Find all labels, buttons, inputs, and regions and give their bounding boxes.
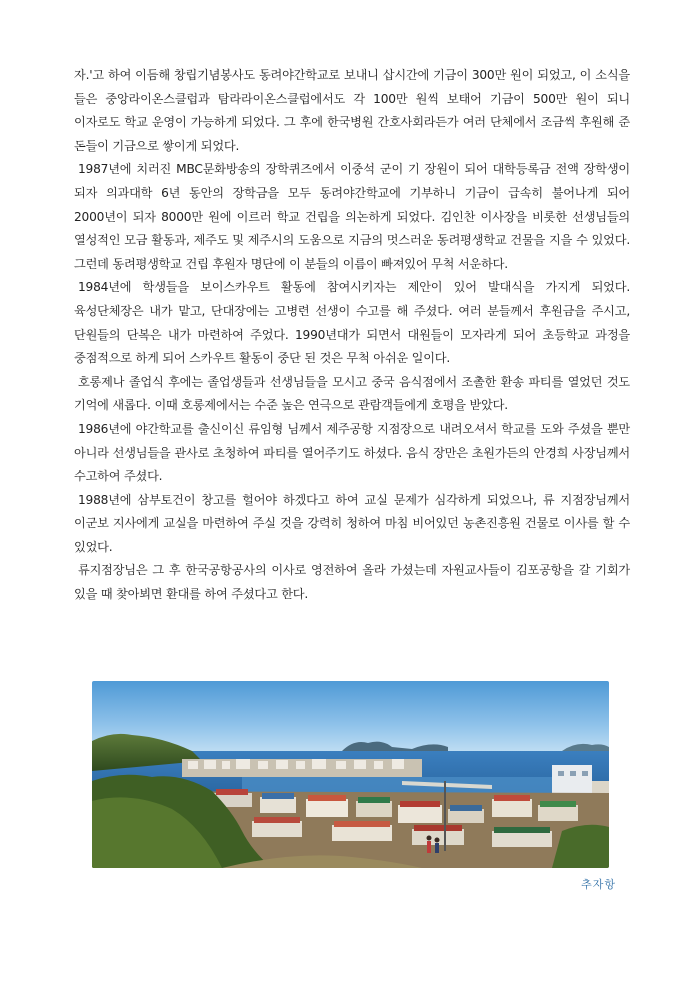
paragraph-3: 1984년에 학생들을 보이스카우트 활동에 참여시키자는 제안이 있어 발대식을 가지게 되었다. 육성단체장은 내가 맡고, 단대장에는 고병련 선생이 수고를 해 주셨다. 여러 분들께서 후원금을 주시고, 단원들의 단복은 내가 마련하여 주었다. 1990년대가 되면서 대원들이 모자라게 되어 초등학교 과정을 중점적으로 하게 되어 스카우트 활동이 중단 된 것은 무척 아쉬운 일이다. [74,280,630,366]
body-text [74,64,630,607]
paragraph-2: 1987년에 치러진 MBC문화방송의 장학퀴즈에서 이중석 군이 기 장원이 되어 대학등록금 전액 장학생이 되자 의과대학 6년 동안의 장학금을 모두 동려야간학교에 기부하니 기금이 급속히 불어나게 되어 2000년이 되자 8000만 원에 이르러 학교 건립을 의논하게 되었다. 김인찬 이사장을 비롯한 선생님들의 열성적인 모금 활동과, 제주도 및 제주시의 도움으로 지금의 멋스러운 동려평생학교 건물을 지을 수 있었다. 그런데 동려평생학교 건립 후원자 명단에 이 분들의 이름이 빠져있어 무척 서운하다. [74,162,630,271]
photo-caption: 추자항 [581,878,616,891]
harbor-photo [92,681,609,868]
paragraph-1: 자.'고 하여 이듬해 창립기념봉사도 동려야간학교로 보내니 삽시간에 기금이 300만 원이 되었고, 이 소식을 들은 중앙라이온스클럽과 탐라라이온스클럽에서도 각 100만 원씩 보태어 기금이 500만 원이 되니 이자로도 학교 운영이 가능하게 되었다. 그 후에 한국병원 간호사회라든가 여러 단체에서 조금씩 후원해 준 돈들이 기금으로 쌓이게 되었다. [74,68,630,153]
paragraph-7: 류지점장님은 그 후 한국공항공사의 이사로 영전하여 올라 가셨는데 자원교사들이 김포공항을 갈 기회가 있을 때 찾아뵈면 환대를 하여 주셨다고 한다. [74,563,630,602]
right-building [552,765,592,795]
paragraph-5: 1986년에 야간학교를 출신이신 류임형 님께서 제주공항 지점장으로 내려오셔서 학교를 도와 주셨을 뿐만 아니라 선생님들을 관사로 초청하여 파티를 열어주기도 하셨다. 음식 장만은 초원가든의 안경희 사장님께서 수고하여 주셨다. [74,421,630,484]
lamp-post [444,781,446,851]
paragraph-6: 1988년에 삼부토건이 창고를 헐어야 하겠다고 하여 교실 문제가 심각하게 되었으나, 류 지점장님께서 이군보 지사에게 교실을 마련하여 주실 것을 강력히 청하여 마침 비어있던 농촌진흥원 건물로 이사를 할 수 있었다. [74,492,630,554]
harbor-photo-illustration [92,681,609,868]
paragraph-4: 호롱제나 졸업식 후에는 졸업생들과 선생님들을 모시고 중국 음식점에서 조촐한 환송 파티를 열었던 것도 기억에 새롭다. 이때 호롱제에서는 수준 높은 연극으로 관람객들에게 호평을 받았다. [74,374,630,413]
